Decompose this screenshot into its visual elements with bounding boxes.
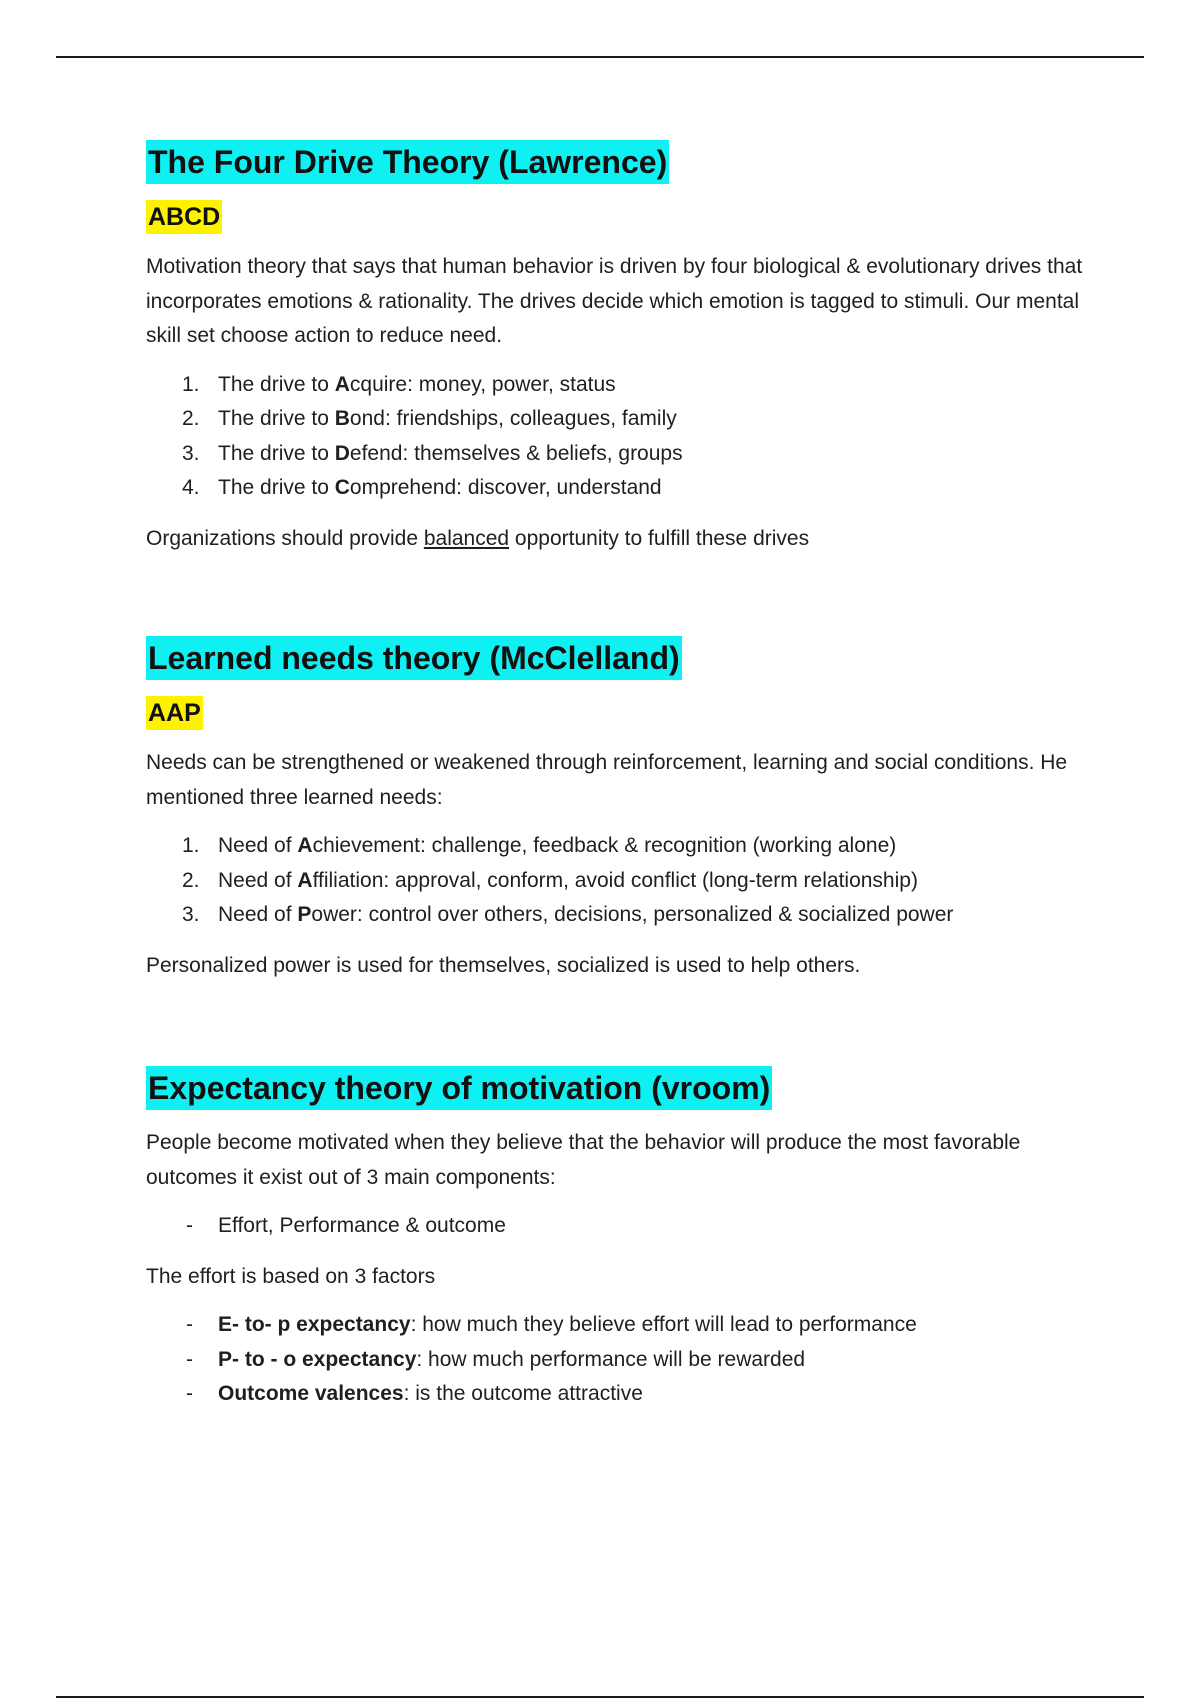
list-item: 1. The drive to Acquire: money, power, status (182, 372, 616, 396)
acronym-label: ABCD (146, 200, 222, 234)
components-list (146, 1209, 1086, 1244)
list-item: - Effort, Performance & outcome (186, 1214, 506, 1237)
list-item: 2. The drive to Bond: friendships, colleagues, family (182, 407, 677, 430)
intro-paragraph: People become motivated when they believe that the behavior will produce the most favorable outcomes it exist out of 3 main components: (146, 1131, 1021, 1189)
list-item: - P- to - o expectancy: how much performance will be rewarded (186, 1347, 806, 1371)
section-learned-needs-theory (146, 636, 1086, 983)
factors-intro: The effort is based on 3 factors (146, 1264, 436, 1288)
section-four-drive-theory (146, 140, 1086, 556)
closing-paragraph: Organizations should provide balanced opportunity to fulfill these drives (146, 526, 810, 550)
section-title: Learned needs theory (McClelland) (146, 636, 682, 680)
top-rule (56, 56, 1144, 58)
list-item: 2. Need of Affiliation: approval, conform, avoid conflict (long-term relationship) (182, 868, 918, 892)
list-item: 3. Need of Power: control over others, decisions, personalized & socialized power (182, 903, 954, 926)
intro-paragraph: Needs can be strengthened or weakened through reinforcement, learning and social conditions. He mentioned three learned needs: (146, 751, 1068, 809)
factors-list (146, 1308, 1086, 1412)
section-title: The Four Drive Theory (Lawrence) (146, 140, 669, 184)
list-item: - Outcome valences: is the outcome attractive (186, 1382, 643, 1405)
intro-paragraph: Motivation theory that says that human behavior is driven by four biological & evolutionary drives that incorporates emotions & rationality. The drives decide which emotion is tagged to stimuli. Our mental skill set choose action to reduce need. (146, 255, 1083, 347)
bottom-rule (56, 1696, 1144, 1698)
list-item: 1. Need of Achievement: challenge, feedback & recognition (working alone) (182, 834, 897, 857)
drives-list (146, 368, 1086, 506)
list-item: 4. The drive to Comprehend: discover, understand (182, 476, 662, 499)
section-title: Expectancy theory of motivation (vroom) (146, 1066, 772, 1110)
list-item: 3. The drive to Defend: themselves & beliefs, groups (182, 441, 683, 465)
acronym-label: AAP (146, 696, 203, 730)
closing-paragraph: Personalized power is used for themselves, socialized is used to help others. (146, 953, 861, 977)
section-expectancy-theory (146, 1066, 1086, 1412)
needs-list (146, 829, 1086, 933)
list-item: - E- to- p expectancy: how much they believe effort will lead to performance (186, 1313, 917, 1336)
